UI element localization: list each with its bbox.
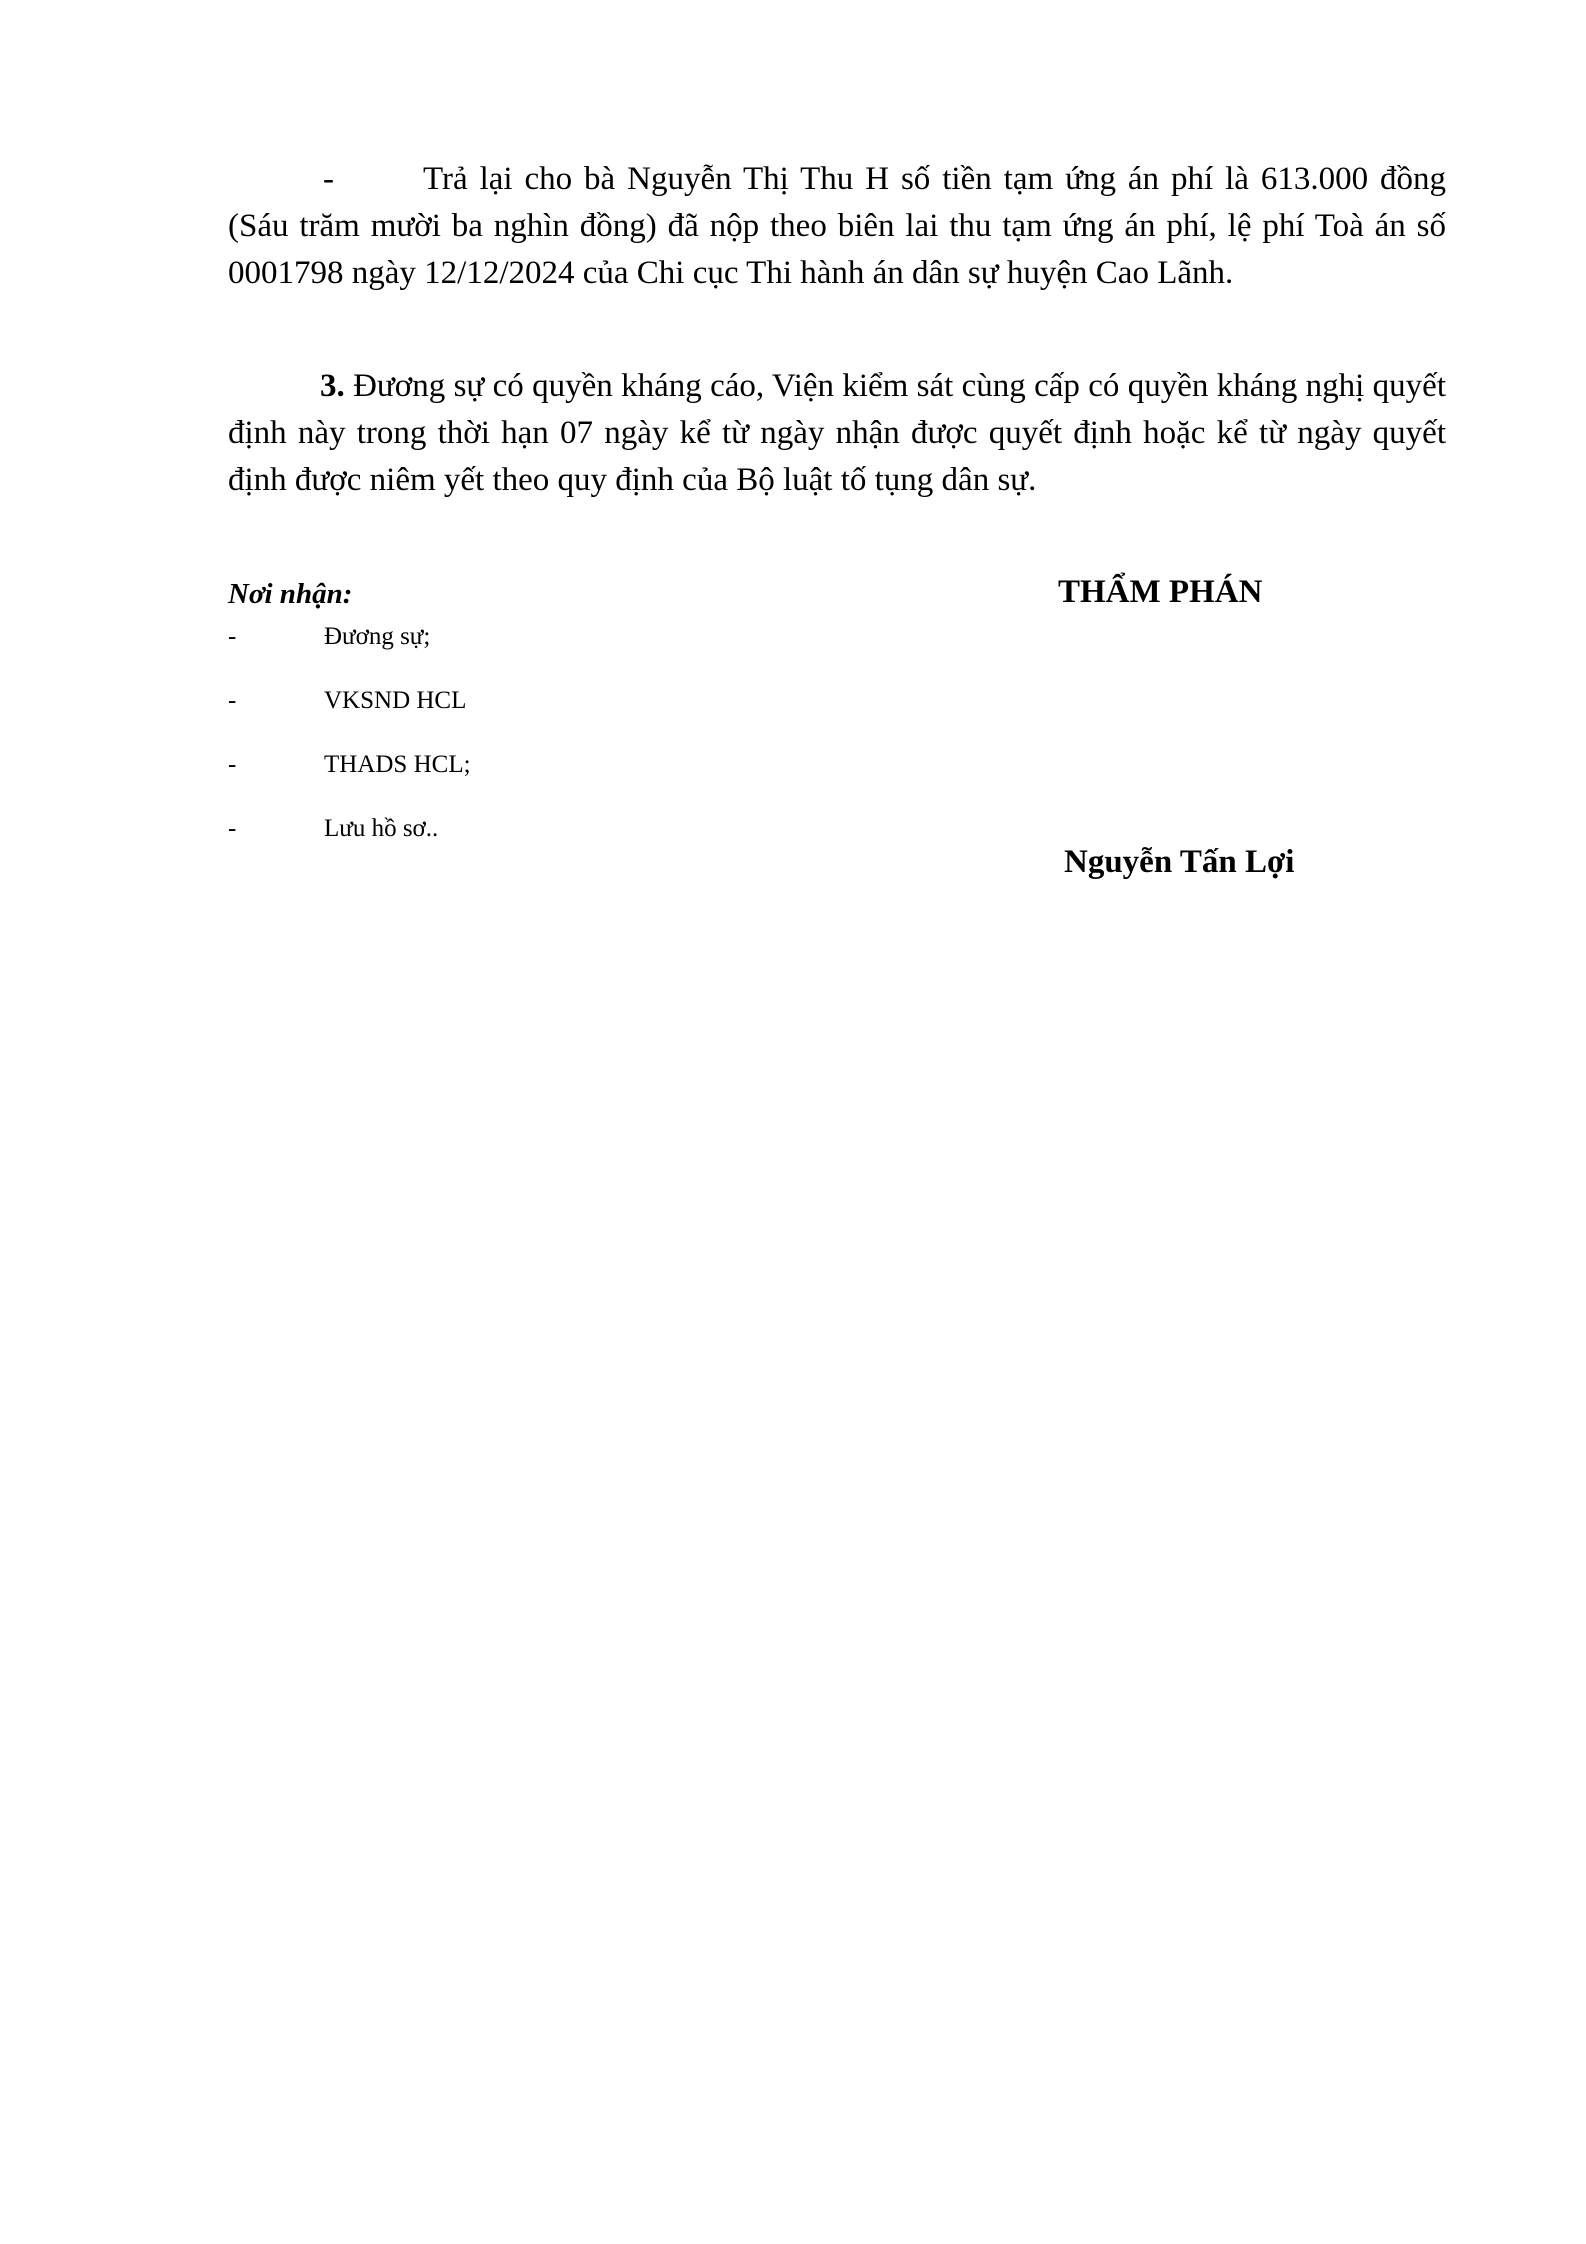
refund-paragraph (228, 156, 1446, 297)
recipient-text: VKSND HCL (324, 687, 467, 714)
appeal-paragraph (228, 363, 1446, 504)
recipient-dash: - (228, 751, 237, 778)
appeal-text: Đương sự có quyền kháng cáo, Viện kiểm sát cùng cấp có quyền kháng nghị quyết định này trong thời hạn 07 ngày kể từ ngày nhận được quyết định hoặc kể từ ngày quyết định được niêm yết theo quy định của Bộ luật tố tụng dân sự. (228, 368, 1446, 498)
recipient-text: Lưu hồ sơ.. (324, 815, 439, 842)
recipient-dash: - (228, 623, 237, 650)
appeal-number: 3. (320, 368, 345, 404)
recipient-dash: - (228, 687, 237, 714)
recipient-dash: - (228, 815, 237, 842)
refund-dash: - (323, 161, 334, 197)
signer-title: THẨM PHÁN (1058, 574, 1263, 610)
signer-name: Nguyễn Tấn Lợi (1064, 844, 1295, 880)
refund-text: Trả lại cho bà Nguyễn Thị Thu H số tiền tạm ứng án phí là 613.000 đồng (Sáu trăm mười ba nghìn đồng) đã nộp theo biên lai thu tạm ứng án phí, lệ phí Toà án số 0001798 ngày 12/12/2024 của Chi cục Thi hành án dân sự huyện Cao Lãnh. (228, 161, 1446, 291)
recipients-title: Nơi nhận: (228, 578, 353, 610)
recipient-text: THADS HCL; (324, 751, 471, 778)
recipient-text: Đương sự; (324, 623, 431, 650)
